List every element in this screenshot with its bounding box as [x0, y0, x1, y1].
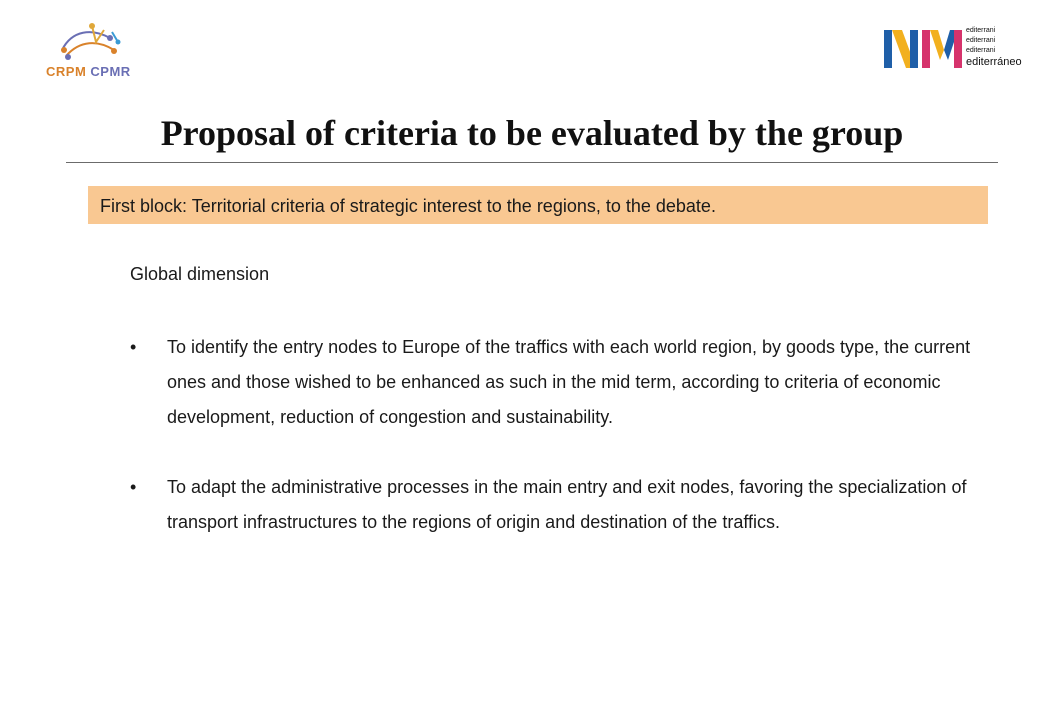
bullet-list [130, 330, 990, 575]
crpm-swirl-logo-icon [52, 20, 132, 66]
bullet-item [130, 470, 990, 540]
bullet-marker: • [130, 477, 137, 497]
nm-brand-line: editerrani [966, 37, 996, 44]
title-divider [66, 162, 998, 163]
nm-brand-tail: editerráneo [966, 56, 1022, 68]
bullet-marker: • [130, 337, 137, 357]
cpmr-label: CPMR [90, 64, 131, 79]
bullet-text: To identify the entry nodes to Europe of the traffics with each world region, by goods type, the current ones and those wished to be enhanced as such in the mid term, according to criteria of economic development, reduction of congestion and sustainability. [167, 337, 971, 427]
nm-mediterraneo-logo [882, 24, 1022, 74]
nm-mediterraneo-logo-icon [882, 26, 964, 70]
crpm-cpmr-wordmark [46, 64, 131, 79]
nm-brand-lines [966, 26, 995, 56]
bullet-item [130, 330, 990, 435]
nm-brand-line: editerrani [966, 27, 996, 34]
crpm-cpmr-logo [40, 20, 150, 90]
section-heading: Global dimension [130, 264, 270, 284]
crpm-label: CRPM [46, 64, 87, 79]
block-banner: First block: Territorial criteria of strategic interest to the regions, to the debate. [88, 186, 988, 224]
slide-title: Proposal of criteria to be evaluated by the group [160, 113, 904, 153]
bullet-text: To adapt the administrative processes in the main entry and exit nodes, favoring the specialization of transport infrastructures to the regions of origin and destination of the traffics. [167, 477, 967, 532]
nm-brand-line: editerrani [966, 47, 996, 54]
